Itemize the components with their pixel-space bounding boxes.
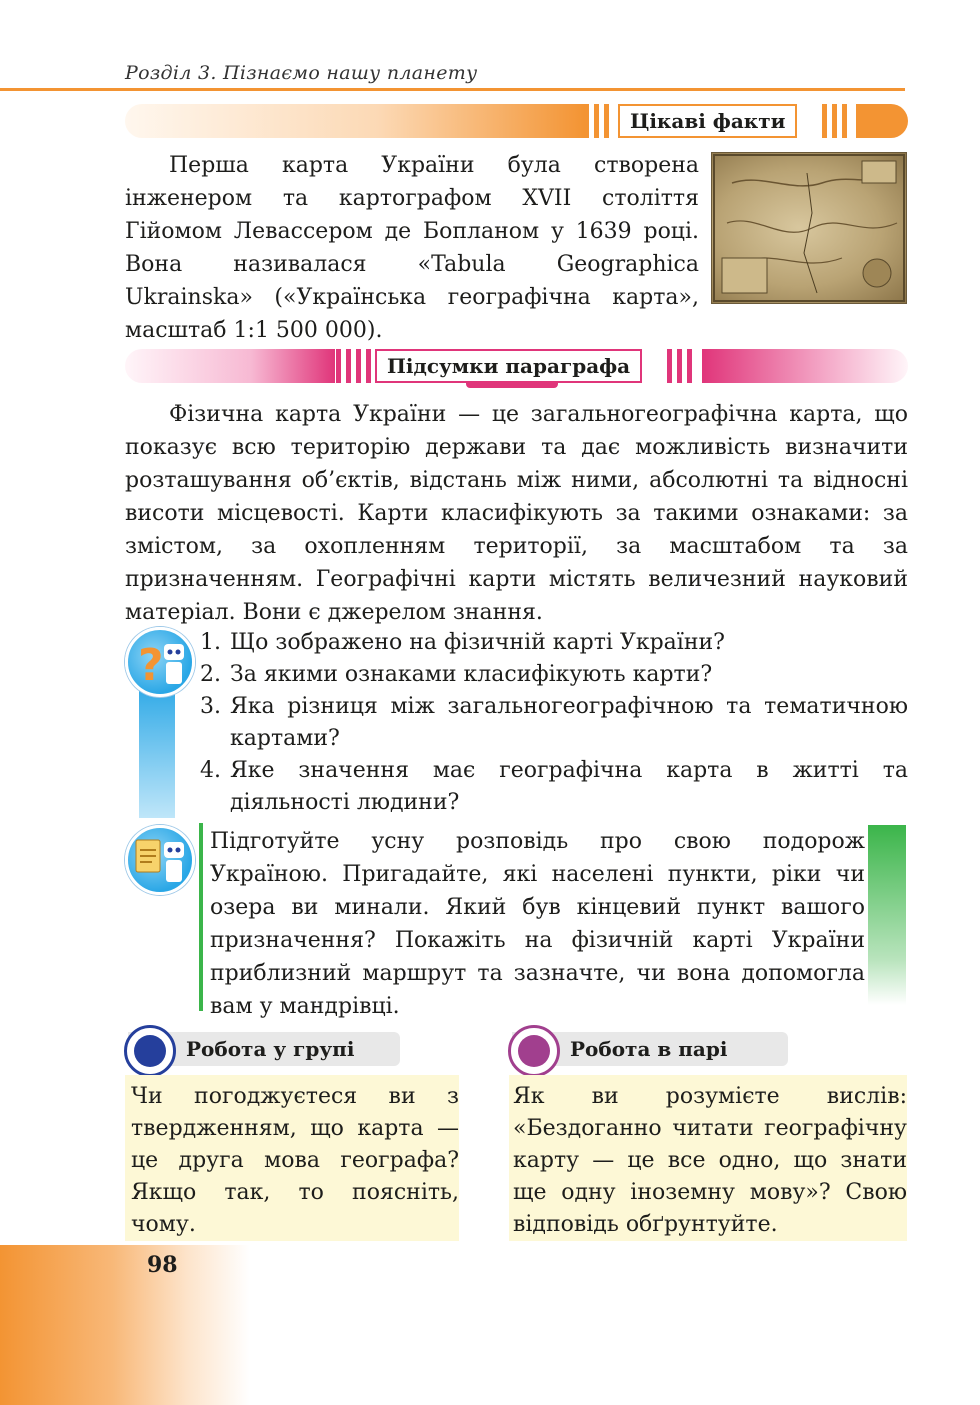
questions-list xyxy=(200,627,908,819)
pair-work-ring-icon xyxy=(508,1025,560,1077)
task-left-rule xyxy=(199,823,203,1011)
group-work-ring-icon xyxy=(124,1025,176,1077)
question-text: Яка різниця між загальногеографічною та тематичною картами? xyxy=(230,694,908,751)
group-work-text: Чи погоджуєтеся ви з твердженням, що карта — це друга мова географа? Якщо так, то поясніть, чому. xyxy=(125,1075,459,1241)
questions-side-bar xyxy=(139,680,175,818)
summary-banner xyxy=(0,349,910,383)
question-text: Яке значення має географічна карта в житті та діяльності людини? xyxy=(230,758,908,815)
pair-work-heading: Робота в парі xyxy=(512,1032,788,1066)
boplan-map-image xyxy=(711,152,907,304)
summary-heading: Підсумки параграфа xyxy=(375,349,642,383)
question-item xyxy=(200,627,908,659)
question-number: 1. xyxy=(200,630,221,655)
question-number: 2. xyxy=(200,662,221,687)
question-number: 3. xyxy=(200,694,221,719)
clipboard-robot-icon xyxy=(125,825,195,895)
chapter-title: Розділ 3. Пізнаємо нашу планету xyxy=(125,62,478,84)
svg-text:?: ? xyxy=(138,640,164,691)
question-text: За якими ознаками класифікують карти? xyxy=(230,662,713,687)
facts-banner xyxy=(0,104,910,138)
map-sketch-icon xyxy=(712,153,906,303)
question-number: 4. xyxy=(200,758,221,783)
page-corner-decoration xyxy=(0,1245,250,1405)
group-work-heading: Робота у групі xyxy=(128,1032,400,1066)
page-number: 98 xyxy=(147,1252,178,1278)
question-item xyxy=(200,691,908,755)
task-right-bar xyxy=(868,825,906,1005)
header-divider xyxy=(0,88,905,91)
question-item xyxy=(200,755,908,819)
facts-heading: Цікаві факти xyxy=(618,104,797,138)
summary-text: Фізична карта України — це загальногеографічна карта, що показує всю територію держави та дає можливість визначити розташування об’єктів, відстань між ними, абсолютні та відносні висоти місцевості. Карти класифікують за такими ознаками: за змістом, за охопленням території, за масштабом та за призначенням. Географічні карти містять величезний науковий матеріал. Вони є джерелом знання. xyxy=(125,402,908,625)
task-text: Підготуйте усну розповідь про свою подорож Україною. Пригадайте, які населені пункти, ріки чи озера ви минали. Який був кінцевий пункт вашого призначення? Покажіть на фізичній карті України приблизний маршрут та зазначте, чи вона допомогла вам у мандрівці. xyxy=(210,829,865,1019)
facts-text: Перша карта України була створена інженером та картографом XVII століття Гійомом Левассером де Бопланом у 1639 році. Вона називалася «Tabula Geographica Ukrainska» («Українська географічна карта», масштаб 1:1 500 000). xyxy=(125,153,699,343)
question-text: Що зображено на фізичній карті України? xyxy=(230,630,725,655)
question-item xyxy=(200,659,908,691)
pair-work-text: Як ви розумієте вислів: «Бездоганно читати географічну карту — це все одно, що знати ще одну іноземну мову»? Свою відповідь обґрунтуйте. xyxy=(509,1075,907,1241)
question-robot-icon xyxy=(125,627,195,697)
